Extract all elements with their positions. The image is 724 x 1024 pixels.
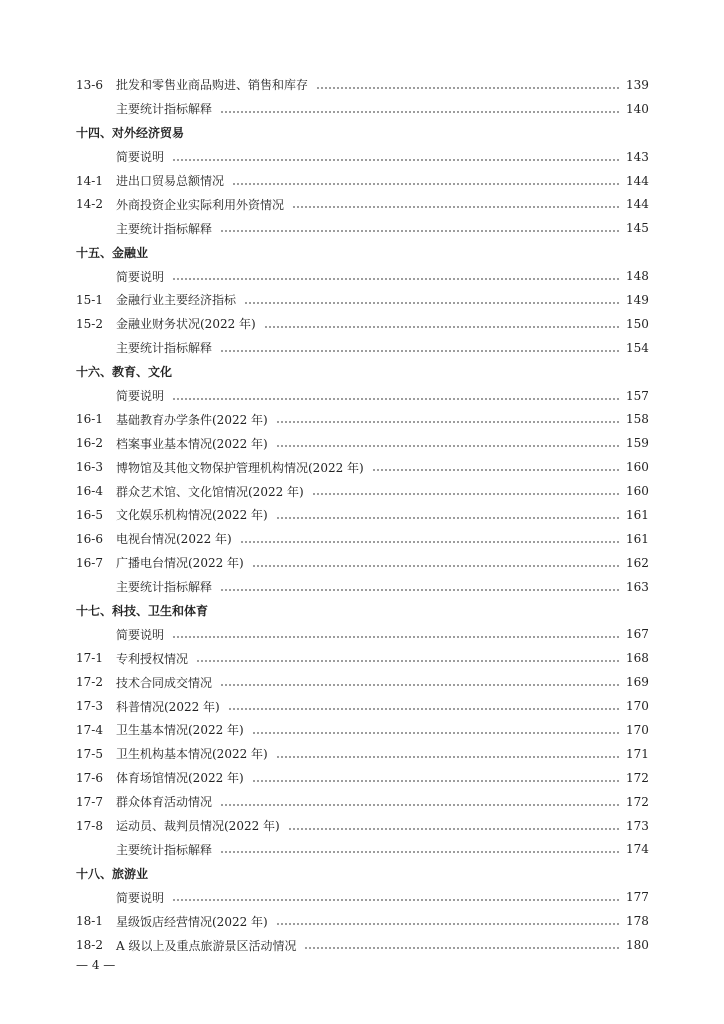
toc-entry[interactable] bbox=[76, 73, 648, 97]
toc-entry[interactable] bbox=[76, 145, 648, 169]
toc-entry-page: 149 bbox=[626, 292, 649, 307]
toc-entry[interactable] bbox=[76, 216, 648, 240]
toc-entry-title: 星级饭店经营情况(2022 年) bbox=[116, 914, 268, 929]
toc-entry-page: 139 bbox=[626, 77, 649, 92]
toc-entry-title: 主要统计指标解释 bbox=[116, 580, 213, 595]
toc-entry[interactable] bbox=[76, 527, 648, 551]
toc-entry-title: 专利授权情况 bbox=[116, 651, 189, 666]
dot-leader bbox=[244, 302, 620, 304]
toc-entry-number: 14-2 bbox=[76, 197, 103, 212]
toc-entry-title: A 级以上及重点旅游景区活动情况 bbox=[116, 938, 297, 953]
toc-entry-number: 17-1 bbox=[76, 651, 103, 666]
toc-entry-title: 主要统计指标解释 bbox=[116, 102, 213, 117]
toc-entry-page: 148 bbox=[626, 269, 649, 284]
toc-entry-title: 简要说明 bbox=[116, 150, 165, 165]
toc-entry-title: 群众体育活动情况 bbox=[116, 795, 213, 810]
dot-leader bbox=[372, 469, 620, 471]
toc-entry[interactable] bbox=[76, 288, 648, 312]
toc-entry[interactable] bbox=[76, 551, 648, 575]
toc-entry-page: 177 bbox=[626, 890, 649, 905]
toc-entry-number: 15-2 bbox=[76, 316, 103, 331]
dot-leader bbox=[220, 684, 620, 686]
toc-entry[interactable] bbox=[76, 431, 648, 455]
dot-leader bbox=[220, 804, 620, 806]
dot-leader bbox=[220, 851, 620, 853]
dot-leader bbox=[264, 326, 620, 328]
dot-leader bbox=[172, 899, 620, 901]
toc-entry-title: 技术合同成交情况 bbox=[116, 675, 213, 690]
toc-entry[interactable] bbox=[76, 909, 648, 933]
toc-entry-page: 161 bbox=[626, 531, 649, 546]
toc-entry[interactable] bbox=[76, 670, 648, 694]
toc-entry-title: 简要说明 bbox=[116, 627, 165, 642]
toc-entry-page: 144 bbox=[626, 173, 649, 188]
toc-entry-title: 卫生机构基本情况(2022 年) bbox=[116, 747, 268, 762]
dot-leader bbox=[288, 828, 620, 830]
toc-entry-number: 16-2 bbox=[76, 436, 103, 451]
toc-entry[interactable] bbox=[76, 742, 648, 766]
toc-entry[interactable] bbox=[76, 933, 648, 957]
toc-entry-title: 简要说明 bbox=[116, 890, 165, 905]
dot-leader bbox=[172, 636, 620, 638]
toc-entry[interactable] bbox=[76, 885, 648, 909]
toc-entry-number: 17-5 bbox=[76, 746, 103, 761]
toc-entry[interactable] bbox=[76, 479, 648, 503]
toc-entry[interactable] bbox=[76, 169, 648, 193]
toc-entry-title: 金融业财务状况(2022 年) bbox=[116, 317, 256, 332]
toc-entry-page: 174 bbox=[626, 842, 649, 857]
dot-leader bbox=[252, 732, 620, 734]
toc-entry[interactable] bbox=[76, 838, 648, 862]
toc-entry-page: 172 bbox=[626, 770, 649, 785]
toc-entry-number: 16-5 bbox=[76, 507, 103, 522]
toc-entry[interactable] bbox=[76, 503, 648, 527]
toc-entry[interactable] bbox=[76, 455, 648, 479]
toc-entry[interactable] bbox=[76, 336, 648, 360]
toc-entry-page: 167 bbox=[626, 627, 649, 642]
toc-entry-title: 批发和零售业商品购进、销售和库存 bbox=[116, 78, 309, 93]
toc-entry-number: 17-3 bbox=[76, 699, 103, 714]
toc-entry[interactable] bbox=[76, 646, 648, 670]
toc-section-heading bbox=[76, 861, 648, 885]
toc-entry-page: 160 bbox=[626, 484, 649, 499]
toc-entry-page: 158 bbox=[626, 412, 649, 427]
toc-entry-number: 16-7 bbox=[76, 555, 103, 570]
toc-entry-page: 163 bbox=[626, 579, 649, 594]
toc-entry-title: 电视台情况(2022 年) bbox=[116, 532, 232, 547]
section-title: 十四、对外经济贸易 bbox=[76, 126, 185, 141]
toc-section-heading bbox=[76, 360, 648, 384]
dot-leader bbox=[232, 183, 620, 185]
dot-leader bbox=[276, 517, 620, 519]
toc-entry-title: 外商投资企业实际利用外资情况 bbox=[116, 197, 285, 212]
toc-entry-page: 162 bbox=[626, 555, 649, 570]
toc-entry-title: 金融行业主要经济指标 bbox=[116, 293, 237, 308]
dot-leader bbox=[276, 445, 620, 447]
toc-entry[interactable] bbox=[76, 264, 648, 288]
section-title: 十六、教育、文化 bbox=[76, 365, 173, 380]
dot-leader bbox=[276, 756, 620, 758]
dot-leader bbox=[252, 780, 620, 782]
dot-leader bbox=[172, 398, 620, 400]
toc-entry[interactable] bbox=[76, 694, 648, 718]
toc-entry-page: 159 bbox=[626, 436, 649, 451]
toc-entry[interactable] bbox=[76, 718, 648, 742]
toc-entry-number: 17-2 bbox=[76, 675, 103, 690]
toc-entry-title: 广播电台情况(2022 年) bbox=[116, 556, 244, 571]
toc-entry[interactable] bbox=[76, 312, 648, 336]
dot-leader bbox=[252, 565, 620, 567]
toc-entry[interactable] bbox=[76, 192, 648, 216]
toc-entry-page: 178 bbox=[626, 914, 649, 929]
dot-leader bbox=[240, 541, 620, 543]
toc-entry-number: 16-3 bbox=[76, 460, 103, 475]
dot-leader bbox=[304, 947, 620, 949]
toc-entry[interactable] bbox=[76, 622, 648, 646]
toc-entry[interactable] bbox=[76, 384, 648, 408]
toc-entry-page: 140 bbox=[626, 101, 649, 116]
dot-leader bbox=[220, 230, 620, 232]
toc-entry-title: 基础教育办学条件(2022 年) bbox=[116, 412, 268, 427]
toc-entry-title: 博物馆及其他文物保护管理机构情况(2022 年) bbox=[116, 460, 364, 475]
toc-entry[interactable] bbox=[76, 407, 648, 431]
toc-entry-number: 16-4 bbox=[76, 484, 103, 499]
toc-entry-page: 154 bbox=[626, 340, 649, 355]
toc-entry-title: 主要统计指标解释 bbox=[116, 221, 213, 236]
toc-entry-number: 18-1 bbox=[76, 914, 103, 929]
dot-leader bbox=[312, 493, 620, 495]
toc-entry-number: 17-7 bbox=[76, 794, 103, 809]
toc-entry-number: 17-6 bbox=[76, 770, 103, 785]
toc-entry[interactable] bbox=[76, 97, 648, 121]
toc-section-heading bbox=[76, 121, 648, 145]
toc-entry-page: 161 bbox=[626, 507, 649, 522]
section-title: 十五、金融业 bbox=[76, 245, 149, 260]
toc-entry-title: 文化娱乐机构情况(2022 年) bbox=[116, 508, 268, 523]
toc-entry[interactable] bbox=[76, 766, 648, 790]
toc-section-heading bbox=[76, 599, 648, 623]
dot-leader bbox=[172, 159, 620, 161]
dot-leader bbox=[172, 278, 620, 280]
dot-leader bbox=[228, 708, 620, 710]
toc-entry-title: 档案事业基本情况(2022 年) bbox=[116, 436, 268, 451]
toc-entry-title: 体育场馆情况(2022 年) bbox=[116, 771, 244, 786]
section-title: 十八、旅游业 bbox=[76, 866, 149, 881]
toc-entry-number: 15-1 bbox=[76, 292, 103, 307]
toc-entry-number: 16-1 bbox=[76, 412, 103, 427]
toc-entry-page: 171 bbox=[626, 746, 649, 761]
toc-entry-page: 170 bbox=[626, 722, 649, 737]
toc-entry-number: 14-1 bbox=[76, 173, 103, 188]
toc-entry[interactable] bbox=[76, 575, 648, 599]
dot-leader bbox=[276, 923, 620, 925]
toc-entry-title: 进出口贸易总额情况 bbox=[116, 174, 225, 188]
toc-entry-page: 160 bbox=[626, 460, 649, 475]
toc-entry-page: 180 bbox=[626, 938, 649, 952]
toc-entry-title: 主要统计指标解释 bbox=[116, 341, 213, 356]
dot-leader bbox=[220, 589, 620, 591]
toc-section-heading bbox=[76, 240, 648, 264]
toc-entry-number: 18-2 bbox=[76, 938, 103, 952]
toc-entry-title: 群众艺术馆、文化馆情况(2022 年) bbox=[116, 484, 304, 499]
dot-leader bbox=[196, 660, 620, 662]
toc-entry-page: 170 bbox=[626, 699, 649, 714]
toc-entry-title: 卫生基本情况(2022 年) bbox=[116, 723, 244, 738]
toc-entry[interactable] bbox=[76, 790, 648, 814]
section-title: 十七、科技、卫生和体育 bbox=[76, 604, 209, 619]
toc-entry-number: 17-4 bbox=[76, 722, 103, 737]
dot-leader bbox=[276, 421, 620, 423]
toc-entry-title: 主要统计指标解释 bbox=[116, 842, 213, 857]
toc-entry-page: 172 bbox=[626, 794, 649, 809]
toc-entry-page: 145 bbox=[626, 221, 649, 236]
toc-entry-page: 143 bbox=[626, 149, 649, 164]
toc-entry[interactable] bbox=[76, 814, 648, 838]
toc-entry-page: 150 bbox=[626, 316, 649, 331]
toc-entry-number: 17-8 bbox=[76, 818, 103, 833]
table-of-contents bbox=[76, 73, 648, 957]
toc-entry-title: 运动员、裁判员情况(2022 年) bbox=[116, 819, 280, 834]
toc-entry-page: 173 bbox=[626, 818, 649, 833]
toc-entry-title: 科普情况(2022 年) bbox=[116, 699, 220, 714]
dot-leader bbox=[220, 111, 620, 113]
toc-entry-title: 简要说明 bbox=[116, 269, 165, 284]
dot-leader bbox=[316, 87, 620, 89]
toc-entry-page: 169 bbox=[626, 675, 649, 690]
page-number: — 4 — bbox=[76, 958, 116, 972]
dot-leader bbox=[220, 350, 620, 352]
toc-entry-number: 16-6 bbox=[76, 531, 103, 546]
toc-entry-page: 168 bbox=[626, 651, 649, 666]
toc-entry-title: 简要说明 bbox=[116, 389, 165, 404]
dot-leader bbox=[292, 206, 620, 208]
toc-entry-number: 13-6 bbox=[76, 77, 103, 92]
toc-entry-page: 157 bbox=[626, 388, 649, 403]
toc-entry-page: 144 bbox=[626, 197, 649, 212]
